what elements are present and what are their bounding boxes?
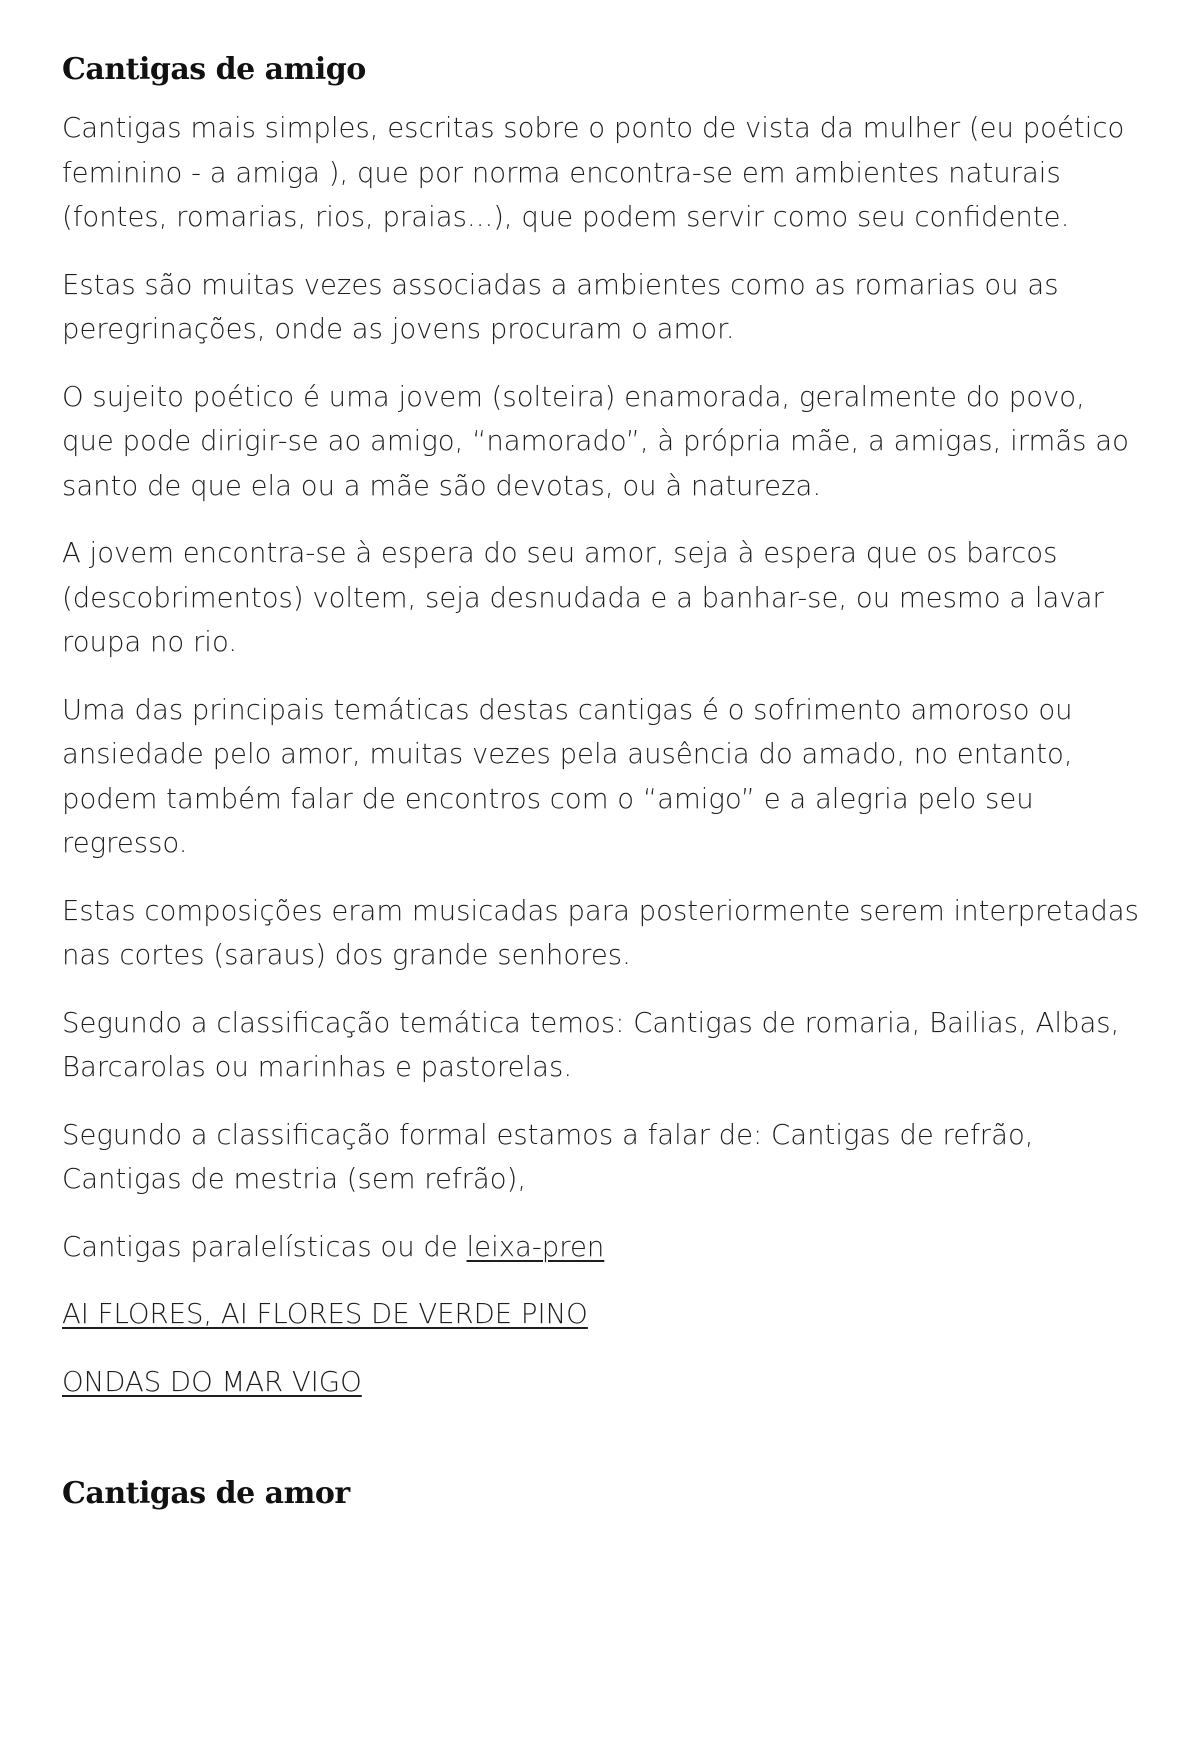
paragraph-espera: A jovem encontra-se à espera do seu amor, seja à espera que os barcos (descobrimentos) voltem, seja desnudada e a banhar-se, ou mesmo a lavar roupa no rio.: [62, 537, 1104, 658]
document-page: [62, 52, 1142, 1512]
paragraph-intro: Cantigas mais simples, escritas sobre o ponto de vista da mulher (eu poético feminino - a amiga ), que por norma encontra-se em ambientes naturais (fontes, romarias, rios, praias...), que podem servir como seu confidente.: [62, 112, 1125, 233]
paragraph-sujeito-poetico: O sujeito poético é uma jovem (solteira) enamorada, geralmente do povo, que pode dirigir-se ao amigo, “namorado”, à própria mãe, a amigas, irmãs ao santo de que ela ou a mãe são devotas, ou à natureza.: [62, 380, 1129, 502]
section-title-cantigas-de-amigo: Cantigas de amigo: [62, 52, 366, 87]
section-title-cantigas-de-amor: Cantigas de amor: [62, 1476, 350, 1511]
paragraph-romarias: Estas são muitas vezes associadas a ambientes como as romarias ou as peregrinações, onde as jovens procuram o amor.: [62, 268, 1059, 345]
paragraph-classificacao-tematica: Segundo a classificação temática temos: Cantigas de romaria, Bailias, Albas, Barcarolas ou marinhas e pastorelas.: [62, 1006, 1120, 1083]
ai-flores-link[interactable]: AI FLORES, AI FLORES DE VERDE PINO: [62, 1298, 588, 1330]
paragraph-composicoes: Estas composições eram musicadas para posteriormente serem interpretadas nas cortes (saraus) dos grande senhores.: [62, 894, 1139, 971]
paragraph-link-ondas: [62, 1360, 1142, 1405]
paragraph-link-ai-flores: [62, 1292, 1142, 1337]
leixa-pren-link[interactable]: leixa-pren: [466, 1230, 605, 1263]
ondas-do-mar-vigo-link[interactable]: ONDAS DO MAR VIGO: [62, 1365, 362, 1398]
paralelisticas-text: Cantigas paralelísticas ou de: [62, 1230, 467, 1263]
paragraph-tematicas: Uma das principais temáticas destas cantigas é o sofrimento amoroso ou ansiedade pelo amor, muitas vezes pela ausência do amado, no entanto, podem também falar de encontros com o “amigo” e a alegria pelo seu regresso.: [62, 693, 1073, 859]
paragraph-classificacao-formal: Segundo a classificação formal estamos a falar de: Cantigas de refrão, Cantigas de mestria (sem refrão),: [62, 1118, 1034, 1195]
paragraph-paralelisticas: [62, 1225, 1142, 1270]
